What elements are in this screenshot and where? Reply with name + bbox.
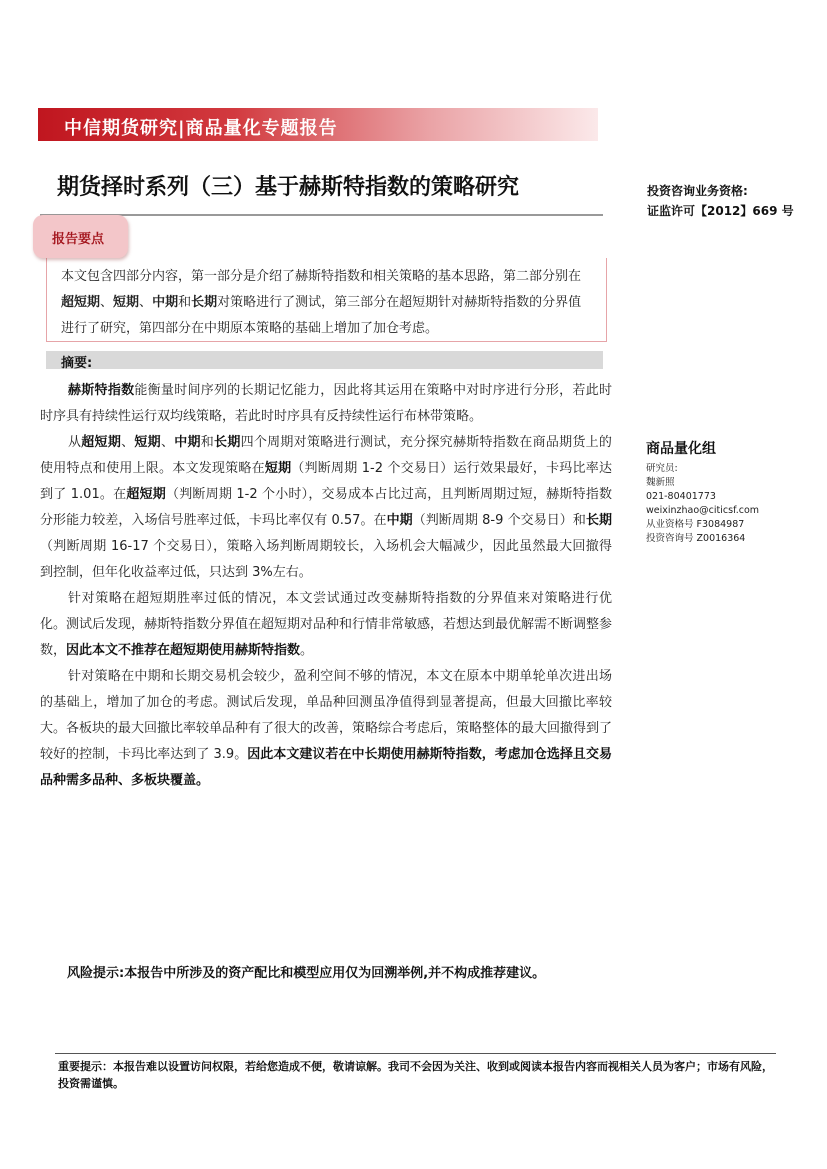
- bold-text: 赫斯特指数: [68, 383, 135, 398]
- bold-text: 因此本文不推荐在超短期使用赫斯特指数: [66, 643, 301, 658]
- bold-text: 长期: [585, 513, 612, 528]
- summary-text-part: 本文包含四部分内容，第一部分是介绍了赫斯特指数和相关策略的基本思路，第二部分别在: [61, 269, 582, 284]
- summary-bold-long: 长期: [191, 295, 218, 310]
- risk-warning: 风险提示:本报告中所涉及的资产配比和模型应用仅为回溯举例,并不构成推荐建议。: [67, 966, 546, 981]
- qualification-line-2: 证监许可【2012】669 号: [647, 204, 794, 218]
- analyst-practice-cert: 从业资格号 F3084987: [646, 519, 745, 530]
- research-group-title: 商品量化组: [646, 441, 716, 457]
- summary-text-part: 、: [100, 295, 114, 310]
- analyst-info: [646, 462, 759, 546]
- abstract-heading: 摘要:: [61, 356, 93, 371]
- paragraph-text: （判断周期 16-17 个交易日），策略入场判断周期较长，入场机会大幅减少，因此虽然最大回撤得到控制，但年化收益率过低，只达到 3%左右。: [40, 539, 612, 580]
- analyst-phone: 021-80401773: [646, 491, 716, 502]
- summary-text-part: 、: [139, 295, 153, 310]
- abstract-paragraph-3: [40, 586, 612, 664]
- summary-bold-short: 短期: [113, 295, 140, 310]
- bold-text: 超短期: [81, 435, 122, 450]
- paragraph-text: 四个周期对策略进行测试，充分探究赫斯特指数在商品期货上的使用特点和使用上限。本文发现策略在: [40, 435, 612, 476]
- paragraph-text: （判断周期 1-2 个交易日）运行效果最好，卡玛比率达到了 1.01。在: [40, 461, 612, 502]
- summary-bold-mid: 中期: [152, 295, 179, 310]
- qualification-block: [647, 181, 794, 221]
- bold-text: 中期: [386, 513, 413, 528]
- paragraph-text: 、: [121, 435, 135, 450]
- footer-notice: 重要提示：本报告难以设置访问权限，若给您造成不便，敬请谅解。我司不会因为关注、收到或阅读本报告内容而视相关人员为客户；市场有风险，投资需谨慎。: [58, 1060, 773, 1090]
- title-divider: [40, 214, 603, 216]
- abstract-paragraph-1: [40, 378, 612, 430]
- summary-text-part: 和: [178, 295, 192, 310]
- paragraph-text: 从: [68, 435, 82, 450]
- paragraph-text: 针对策略在超短期胜率过低的情况，本文尝试通过改变赫斯特指数的分界值来对策略进行优化。测试后发现，赫斯特指数分界值在超短期对品种和行情非常敏感，若想达到最优解需不断调整参数，: [40, 591, 613, 658]
- paragraph-text: 能衡量时间序列的长期记忆能力，因此将其运用在策略中对时序进行分形，若此时时序具有持续性运行双均线策略，若此时时序具有反持续性运行布林带策略。: [40, 383, 612, 424]
- abstract-heading-bar: [46, 351, 603, 369]
- report-highlights-label: 报告要点: [52, 232, 105, 247]
- report-highlights-tag: [33, 215, 128, 258]
- analyst-role: 研究员:: [646, 463, 678, 474]
- summary-box: [46, 258, 607, 342]
- bold-text: 中期: [174, 435, 201, 450]
- bold-text: 长期: [214, 435, 241, 450]
- report-title: 期货择时系列（三）基于赫斯特指数的策略研究: [57, 175, 520, 200]
- paragraph-text: 针对策略在中期和长期交易机会较少，盈利空间不够的情况，本文在原本中期单轮单次进出场的基础上，增加了加仓的考虑。测试后发现，单品种回测虽净值得到显著提高，但最大回撤比率较大。各板块的最大回撤比率较单品种有了很大的改善，策略综合考虑后，策略整体的最大回撤得到了较好的控制，卡玛比率达到了 3.9。: [40, 669, 613, 762]
- abstract-paragraph-4: [40, 664, 612, 794]
- abstract-paragraph-2: [40, 430, 612, 586]
- analyst-name: 魏新照: [646, 477, 675, 488]
- analyst-email[interactable]: weixinzhao@citicsf.com: [646, 505, 760, 516]
- bold-text: 短期: [134, 435, 161, 450]
- footer-divider: [55, 1053, 776, 1054]
- report-banner: [38, 108, 598, 141]
- paragraph-text: 。: [300, 643, 314, 658]
- bold-text: 短期: [264, 461, 292, 476]
- paragraph-text: 、: [160, 435, 175, 450]
- summary-bold-ultra-short: 超短期: [61, 295, 101, 310]
- paragraph-text: 和: [200, 435, 215, 450]
- bold-text: 超短期: [126, 487, 166, 502]
- bold-text: 因此本文建议若在中长期使用赫斯特指数，考虑加仓选择且交易品种需多品种、多板块覆盖。: [40, 747, 612, 788]
- summary-text-part: 对策略进行了测试，第三部分在超短期针对赫斯特指数的分界值进行了研究，第四部分在中期原本策略的基础上增加了加仓考虑。: [61, 295, 582, 336]
- analyst-advisory-cert: 投资咨询号 Z0016364: [646, 533, 746, 544]
- paragraph-text: （判断周期 8-9 个交易日）和: [412, 513, 586, 528]
- summary-text: [61, 264, 591, 342]
- qualification-line-1: 投资咨询业务资格:: [647, 184, 748, 198]
- paragraph-text: （判断周期 1-2 个小时），交易成本占比过高，且判断周期过短，赫斯特指数分形能力较差，入场信号胜率过低，卡玛比率仅有 0.57。在: [40, 487, 612, 528]
- abstract-body: [40, 378, 612, 794]
- banner-title: 中信期货研究|商品量化专题报告: [64, 118, 338, 139]
